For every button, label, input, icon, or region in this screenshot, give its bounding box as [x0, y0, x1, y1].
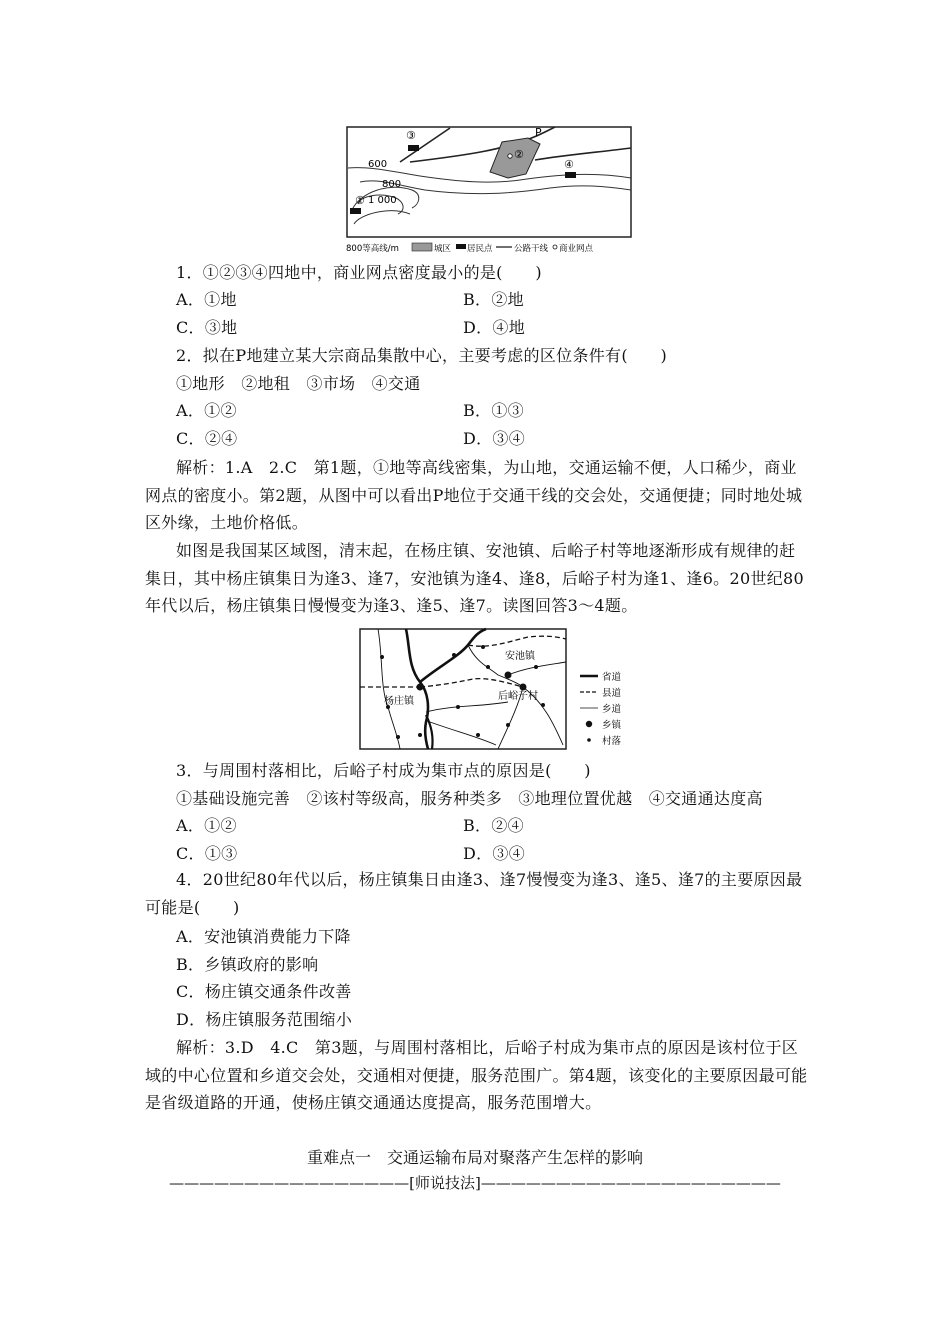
q1-option-b: B．②地 [463, 290, 524, 309]
divider-label: ————————————————[师说技法]———————————————————— [169, 1174, 781, 1192]
place-anchi: 安池镇 [505, 651, 535, 662]
place-houyuzi: 后峪子村 [498, 691, 538, 702]
yangzhuang-town-marker [417, 684, 424, 691]
q4-option-d: D．杨庄镇服务范围缩小 [176, 1010, 353, 1029]
legend-provincial: 省道 [602, 672, 622, 683]
legend-commercial: 商业网点 [559, 244, 594, 254]
q1-stem: 1．①②③④四地中，商业网点密度最小的是( ) [176, 263, 542, 282]
legend-urban: 城区 [434, 244, 452, 254]
label-1: ① [355, 194, 365, 207]
residential-marker-4 [565, 172, 576, 178]
legend-contour: 800等高线/m [346, 244, 399, 254]
legend-highway: 公路干线 [514, 244, 549, 254]
residential-marker-1 [350, 208, 361, 214]
legend-township-road: 乡道 [602, 704, 622, 715]
q3-option-b: B．②④ [463, 816, 524, 835]
section-title: 重难点一 交通运输布局对聚落产生怎样的影响 [306, 1148, 643, 1167]
contour-label-600: 600 [368, 159, 388, 170]
q3-option-c: C．①③ [176, 844, 238, 863]
q4-option-a: A．安池镇消费能力下降 [176, 927, 351, 946]
q4-stem: 4．20世纪80年代以后，杨庄镇集日由逢3、逢7慢慢变为逢3、逢5、逢7的主要原因最可能是( ) [145, 870, 803, 917]
q2-option-b: B．①③ [463, 401, 524, 420]
anchi-town-marker [505, 672, 512, 679]
q3-stem: 3．与周围村落相比，后峪子村成为集市点的原因是( ) [176, 761, 591, 780]
contour-label-800: 800 [382, 179, 402, 190]
road-network-figure [358, 627, 658, 752]
q3-option-d: D．③④ [463, 844, 526, 863]
analysis-2: 解析：3.D 4.C 第3题，与周围村落相比，后峪子村成为集市点的原因是该村位于区域的中心位置和乡道交会处，交通相对便捷，服务范围广。第4题，该变化的主要原因最可能是省级道路的开通，使杨庄镇交通通达度提高，服务范围增大。 [145, 1038, 808, 1112]
houyuzi-marker [520, 684, 527, 691]
q2-items: ①地形 ②地租 ③市场 ④交通 [176, 374, 421, 393]
q1-option-d: D．④地 [463, 318, 526, 337]
q3-items: ①基础设施完善 ②该村等级高，服务种类多 ③地理位置优越 ④交通通达度高 [176, 789, 763, 808]
q2-stem: 2．拟在P地建立某大宗商品集散中心，主要考虑的区位条件有( ) [176, 346, 668, 365]
legend-residential-swatch [456, 244, 466, 249]
intro-q3-q4: 如图是我国某区域图，清末起，在杨庄镇、安池镇、后峪子村等地逐渐形成有规律的赶集日，其中杨庄镇集日为逢3、逢7，安池镇为逢4、逢8，后峪子村为逢1、逢6。20世纪80年代以后，杨庄镇集日慢慢变为逢3、逢5、逢7。读图回答3～4题。 [145, 541, 804, 615]
commercial-point-icon [508, 154, 512, 158]
contour-label-1000: 1 000 [368, 195, 397, 206]
q2-option-a: A．①② [176, 401, 237, 420]
legend-urban-swatch [412, 243, 432, 251]
label-2: ② [514, 148, 524, 161]
place-yangzhuang: 杨庄镇 [384, 696, 414, 707]
q2-option-c: C．②④ [176, 429, 238, 448]
label-4: ④ [564, 158, 574, 171]
q4-option-b: B．乡镇政府的影响 [176, 955, 319, 974]
analysis-1: 解析：1.A 2.C 第1题，①地等高线密集，为山地，交通运输不便，人口稀少，商业网点的密度小。第2题，从图中可以看出P地位于交通干线的交会处，交通便捷；同时地处城区外缘，土地价格低。 [145, 458, 803, 532]
legend-township: 乡镇 [602, 720, 622, 731]
q3-option-a: A．①② [176, 816, 237, 835]
q1-option-c: C．③地 [176, 318, 238, 337]
legend-county: 县道 [602, 688, 622, 699]
contour-map-figure [340, 120, 640, 255]
q2-option-d: D．③④ [463, 429, 526, 448]
legend-village: 村落 [602, 736, 622, 747]
label-p: P [535, 126, 542, 139]
q4-option-c: C．杨庄镇交通条件改善 [176, 982, 352, 1001]
label-3: ③ [406, 129, 416, 142]
legend-residential: 居民点 [467, 244, 493, 254]
residential-marker-3 [408, 145, 419, 151]
q1-option-a: A．①地 [176, 290, 237, 309]
